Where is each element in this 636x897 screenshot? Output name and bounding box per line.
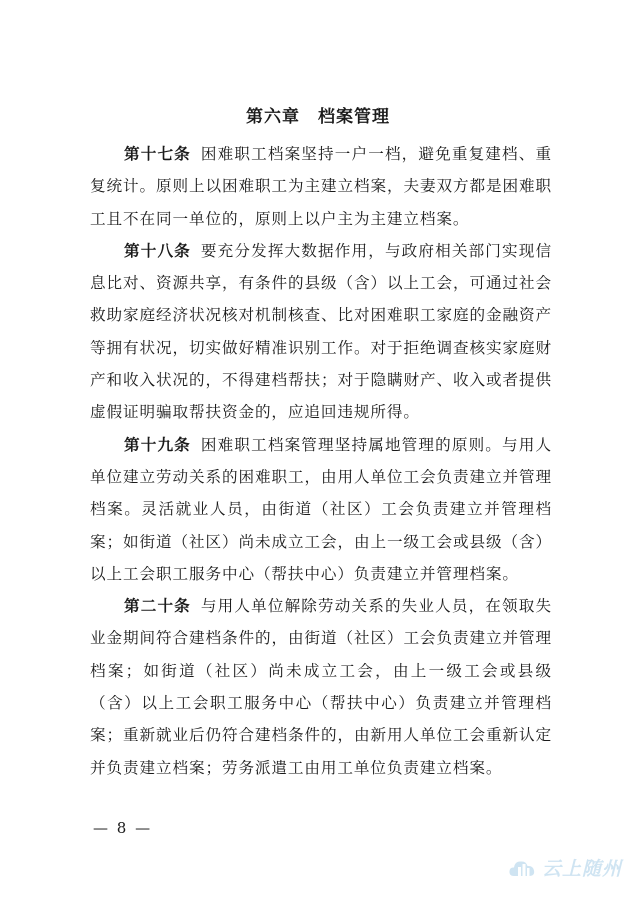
article-17	[90, 138, 552, 235]
chapter-title: 第六章 档案管理	[246, 107, 390, 127]
article-text: 困难职工档案坚持一户一档，避免重复建档、重复统计。原则上以困难职工为主建立档案，夫妻双方都是困难职工且不在同一单位的，原则上以户主为主建立档案。	[90, 145, 552, 228]
article-18	[90, 235, 552, 429]
page-number: — 8 —	[93, 819, 153, 837]
article-20	[90, 590, 552, 784]
watermark-text: 云上随州	[541, 858, 622, 880]
article-title: 第十八条	[124, 241, 191, 260]
article-text: 与用人单位解除劳动关系的失业人员，在领取失业金期间符合建档条件的，由街道（社区）工会负责建立并管理档案；如街道（社区）尚未成立工会，由上一级工会或县级（含）以上工会职工服务中心（帮扶中心）负责建立并管理档案；重新就业后仍符合建档条件的，由新用人单位工会重新认定并负责建立档案；劳务派遣工由用工单位负责建立档案。	[90, 597, 552, 777]
document-body	[90, 138, 552, 784]
article-text: 困难职工档案管理坚持属地管理的原则。与用人单位建立劳动关系的困难职工，由用人单位工会负责建立并管理档案。灵活就业人员，由街道（社区）工会负责建立并管理档案；如街道（社区）尚未成立工会，由上一级工会或县级（含）以上工会职工服务中心（帮扶中心）负责建立并管理档案。	[90, 435, 552, 583]
article-text: 要充分发挥大数据作用，与政府相关部门实现信息比对、资源共享，有条件的县级（含）以上工会，可通过社会救助家庭经济状况核对机制核查、比对困难职工家庭的金融资产等拥有状况，切实做好精准识别工作。对于拒绝调查核实家庭财产和收入状况的，不得建档帮扶；对于隐瞒财产、收入或者提供虚假证明骗取帮扶资金的，应追回违规所得。	[90, 241, 552, 422]
article-19	[90, 429, 552, 590]
article-title: 第十七条	[124, 145, 191, 163]
article-title: 第十九条	[124, 435, 191, 454]
cloud-building-icon	[508, 856, 538, 880]
watermark	[508, 854, 622, 881]
article-title: 第二十条	[124, 597, 191, 616]
